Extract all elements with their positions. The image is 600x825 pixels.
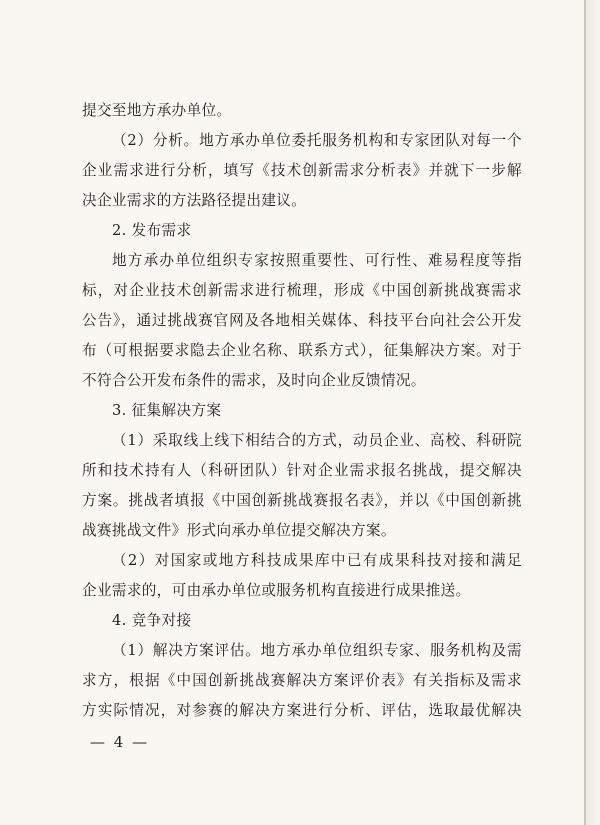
paragraph-line: 决企业需求的方法路径提出建议。: [82, 192, 307, 209]
section-heading: 2. 发布需求: [112, 222, 192, 239]
body-text: [82, 96, 522, 726]
paragraph-line: 企业需求进行分析，填写《技术创新需求分析表》并就下一步解: [82, 162, 522, 179]
page-number: — 4 —: [90, 733, 150, 751]
paragraph-line: （1）解决方案评估。地方承办单位组织专家、服务机构及需: [112, 642, 522, 659]
paragraph-line: （2）分析。地方承办单位委托服务机构和专家团队对每一个: [112, 132, 522, 149]
section-heading: 3. 征集解决方案: [112, 402, 222, 419]
paragraph-line: 地方承办单位组织专家按照重要性、可行性、难易程度等指: [112, 252, 522, 269]
paragraph-line: （2）对国家或地方科技成果库中已有成果科技对接和满足: [112, 552, 522, 569]
scan-edge-shadow: [586, 0, 600, 825]
paragraph-line: 战赛挑战文件》形式向承办单位提交解决方案。: [82, 522, 396, 539]
paragraph-line: 方实际情况，对参赛的解决方案进行分析、评估，选取最优解决: [82, 702, 522, 719]
paragraph-line: 求方，根据《中国创新挑战赛解决方案评价表》有关指标及需求: [82, 672, 522, 689]
paragraph-line: 提交至地方承办单位。: [82, 102, 232, 119]
scan-edge-line: [584, 0, 586, 825]
paragraph-line: 不符合公开发布条件的需求，及时向企业反馈情况。: [82, 372, 426, 389]
paragraph-line: 公告》，通过挑战赛官网及各地相关媒体、科技平台向社会公开发: [82, 312, 522, 329]
paragraph-line: 布（可根据要求隐去企业名称、联系方式），征集解决方案。对于: [82, 342, 522, 359]
paragraph-line: 方案。挑战者填报《中国创新挑战赛报名表》，并以《中国创新挑: [82, 492, 522, 509]
section-heading: 4. 竞争对接: [112, 612, 192, 629]
paragraph-line: 所和技术持有人（科研团队）针对企业需求报名挑战，提交解决: [82, 462, 522, 479]
paragraph-line: 标，对企业技术创新需求进行梳理，形成《中国创新挑战赛需求: [82, 282, 522, 299]
paragraph-line: （1）采取线上线下相结合的方式，动员企业、高校、科研院: [112, 432, 522, 449]
paragraph-line: 企业需求的，可由承办单位或服务机构直接进行成果推送。: [82, 582, 471, 599]
